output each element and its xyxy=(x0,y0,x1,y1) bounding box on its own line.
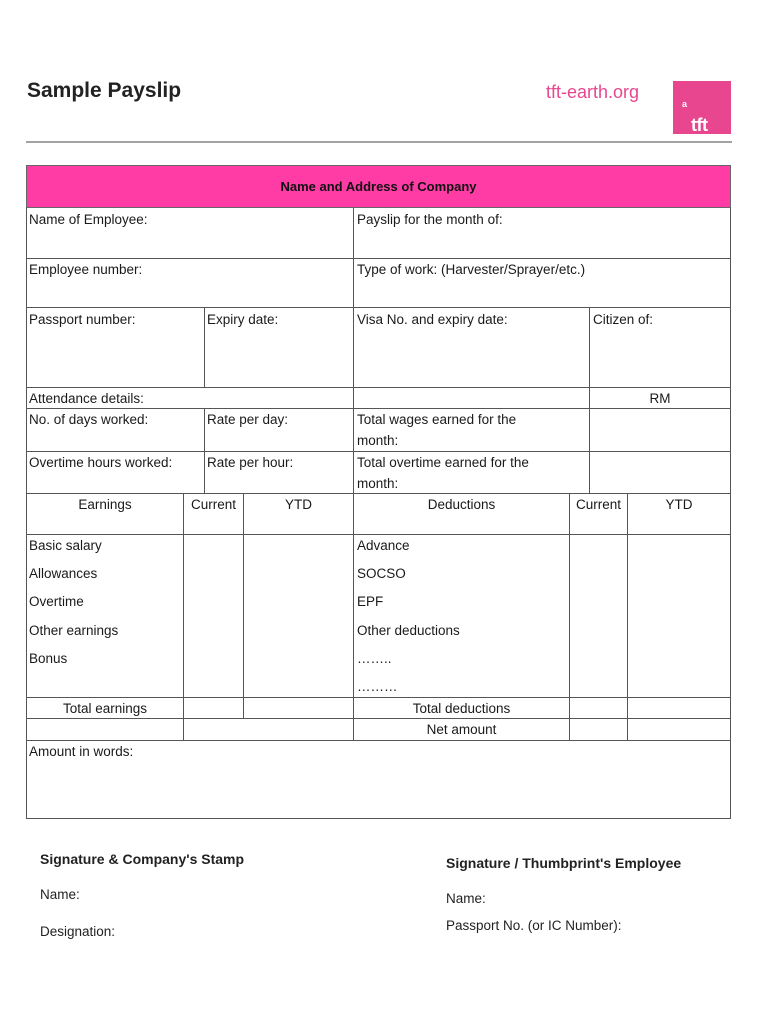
total-overtime-label-line2: month: xyxy=(357,476,399,491)
overtime-hours-label: Overtime hours worked: xyxy=(29,455,173,470)
row-divider xyxy=(26,307,731,308)
table-border-right xyxy=(730,208,731,819)
tft-logo xyxy=(673,81,731,134)
earnings-current-header: Current xyxy=(190,497,236,512)
company-signature-heading: Signature & Company's Stamp xyxy=(40,851,245,867)
deductions-item-blank: ……… xyxy=(357,679,398,694)
deductions-ytd-header: YTD xyxy=(665,497,693,512)
company-header: Name and Address of Company xyxy=(280,179,477,194)
company-header-bar xyxy=(26,165,731,208)
net-amount-label: Net amount xyxy=(426,722,497,737)
attendance-label: Attendance details: xyxy=(29,391,144,406)
deductions-header: Deductions xyxy=(427,497,496,512)
column-divider xyxy=(589,307,590,387)
logo-sup: a xyxy=(682,99,687,109)
earnings-item-basic-salary: Basic salary xyxy=(29,538,102,553)
total-earnings-label: Total earnings xyxy=(62,701,148,716)
amount-in-words-label: Amount in words: xyxy=(29,744,134,759)
column-divider xyxy=(204,307,205,387)
rate-per-hour-label: Rate per hour: xyxy=(207,455,294,470)
earnings-item-overtime: Overtime xyxy=(29,594,84,609)
name-of-employee-label: Name of Employee: xyxy=(29,212,148,227)
total-wages-label-line2: month: xyxy=(357,433,399,448)
deductions-item-other: Other deductions xyxy=(357,623,460,638)
passport-number-label: Passport number: xyxy=(29,312,136,327)
deductions-item-advance: Advance xyxy=(357,538,410,553)
deductions-item-blank: …….. xyxy=(357,651,392,666)
company-designation-label: Designation: xyxy=(40,924,116,939)
total-overtime-label-line1: Total overtime earned for the xyxy=(357,455,529,470)
column-divider xyxy=(183,493,184,740)
column-divider xyxy=(204,408,205,493)
total-deductions-label: Total deductions xyxy=(412,701,511,716)
citizen-of-label: Citizen of: xyxy=(593,312,654,327)
days-worked-label: No. of days worked: xyxy=(29,412,149,427)
earnings-item-other: Other earnings xyxy=(29,623,119,638)
header-divider xyxy=(26,141,732,143)
column-divider-middle xyxy=(353,208,354,740)
deductions-item-epf: EPF xyxy=(357,594,384,609)
earnings-ytd-header: YTD xyxy=(285,497,312,512)
earnings-item-bonus: Bonus xyxy=(29,651,68,666)
employee-passport-label: Passport No. (or IC Number): xyxy=(446,918,622,933)
deductions-item-socso: SOCSO xyxy=(357,566,406,581)
employee-signature-heading: Signature / Thumbprint's Employee xyxy=(446,855,682,871)
payslip-month-label: Payslip for the month of: xyxy=(357,212,503,227)
rate-per-day-label: Rate per day: xyxy=(207,412,289,427)
total-wages-label-line1: Total wages earned for the xyxy=(357,412,517,427)
column-divider xyxy=(569,493,570,740)
expiry-date-label: Expiry date: xyxy=(207,312,279,327)
table-border-bottom xyxy=(26,818,731,819)
type-of-work-label: Type of work: (Harvester/Sprayer/etc.) xyxy=(357,262,586,277)
employee-name-label: Name: xyxy=(446,891,486,906)
currency-label: RM xyxy=(649,391,671,406)
site-url: tft-earth.org xyxy=(546,82,640,102)
earnings-header: Earnings xyxy=(78,497,132,512)
column-divider xyxy=(627,493,628,740)
visa-label: Visa No. and expiry date: xyxy=(357,312,508,327)
company-name-label: Name: xyxy=(40,887,80,902)
earnings-item-allowances: Allowances xyxy=(29,566,98,581)
deductions-current-header: Current xyxy=(575,497,621,512)
column-divider xyxy=(243,493,244,718)
logo-text: tft xyxy=(691,115,708,135)
page-title: Sample Payslip xyxy=(27,79,182,102)
employee-number-label: Employee number: xyxy=(29,262,143,277)
